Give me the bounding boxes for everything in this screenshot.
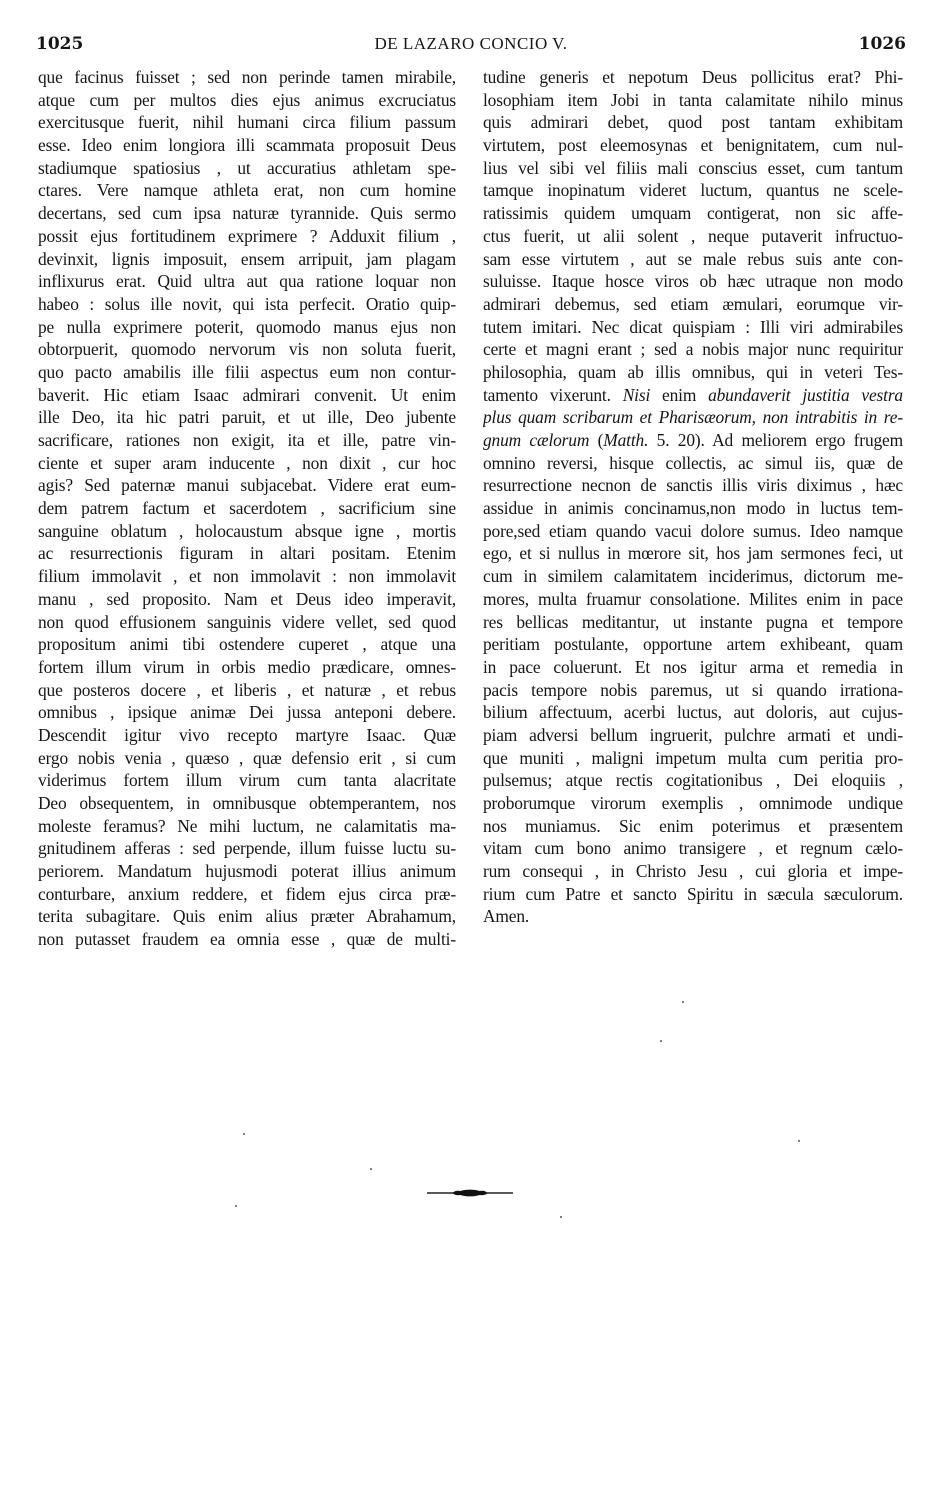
text-line: que muniti , maligni impetum multa cum peritia pro-: [483, 747, 903, 768]
text-line: admirari debemus, sed etiam æmulari, eorumque vir-: [483, 293, 903, 314]
text-line: [483, 406, 903, 429]
text-line: fortem illum virum in orbis medio prædicare, omnes-: [38, 656, 456, 677]
text-line: ciente et super aram inducente , non dixit , cur hoc: [38, 452, 456, 473]
text-line: Descendit igitur vivo recepto martyre Isaac. Quæ: [38, 724, 456, 745]
text-line: sam esse virtutem , aut se male rebus suis ante con-: [483, 248, 903, 269]
text-line: habeo : solus ille novit, qui ista perfecit. Oratio quip-: [38, 293, 456, 314]
text-line: tamento vixerunt. Nisi enim abundaverit justitia vestra: [483, 384, 903, 405]
text-line: virtutem, post eleemosynas et benignitatem, cum nul-: [483, 135, 903, 156]
text-line: Amen.: [483, 906, 530, 927]
text-line: peritiam postulante, opportune artem exhibeant, quam: [483, 634, 903, 655]
text-line: res bellicas meditantur, ut instante pugna et tempore: [483, 611, 903, 632]
text-line: rum consequi , in Christo Jesu , cui gloria et impe-: [483, 861, 903, 882]
text-line: tudine generis et nepotum Deus pollicitus erat? Phi-: [483, 67, 903, 87]
text-line: viderimus fortem illum virum cum tanta alacritate: [38, 770, 456, 791]
text-line: propositum animi tibi ostendere cuperet , atque una: [38, 634, 456, 655]
text-line: in pace coluerunt. Et nos igitur arma et remedia in: [483, 656, 903, 677]
scripture-reference: Matth.: [603, 430, 649, 450]
text-line: non quod effusionem sanguinis videre vellet, sed quod: [38, 611, 456, 632]
text-line: proborumque virorum exemplis , omnimode undique: [483, 793, 903, 813]
text-line: moleste feramus? Ne mihi luctum, ne calamitatis ma-: [38, 815, 456, 836]
text-line: possit ejus fortitudinem exprimere ? Adduxit filium ,: [38, 225, 456, 246]
text-line: ergo nobis venia , quæso , quæ defensio erit , si cum: [38, 747, 456, 768]
text-line: atque cum per multos dies ejus animus excruciatus: [38, 89, 456, 110]
text-line: assidue in animis concinamus,non modo in luctus tem-: [483, 498, 903, 519]
text-line: mores, multa fruamur consolatione. Milites enim in pace: [483, 588, 903, 609]
text-line: sacrificare, rationes non exigit, ita et ille, patre vin-: [38, 430, 456, 450]
text-line: filium immolavit , et non immolavit : non immolavit: [38, 566, 456, 587]
text-line: esse. Ideo enim longiora illi scammata proposuit Deus: [38, 135, 456, 156]
page-header: [36, 34, 906, 58]
text-line: omnibus , ipsique animæ Dei jussa anteponi debere.: [38, 702, 456, 723]
text-line: stadiumque spatiosius , ut accuratius athletam spe-: [38, 157, 456, 178]
text-line: terita subagitare. Quis enim alius præter Abrahamum,: [38, 906, 456, 927]
ink-speck: [560, 1216, 562, 1218]
text-line: devinxit, lignis imposuit, ensem arripuit, jam plagam: [38, 248, 456, 269]
text-line: pulsemus; atque rectis cogitationibus , Dei eloquiis ,: [483, 770, 903, 791]
text-line: ratissimis quidem umquam contigerat, non sic affe-: [483, 203, 903, 224]
ink-speck: [798, 1140, 800, 1142]
text-line: decertans, sed cum ipsa naturæ tyrannide. Quis sermo: [38, 203, 456, 224]
text-line: ctus fuerit, ut alii solent , neque putaverit infructuo-: [483, 225, 903, 246]
text-line: sanguine oblatum , holocaustum absque igne , mortis: [38, 520, 456, 541]
ink-speck: [243, 1133, 245, 1135]
text-line: tamque inopinatum videret luctum, quantus ne scele-: [483, 180, 903, 201]
running-title: DE LAZARO CONCIO V.: [374, 34, 568, 53]
text-line: lius vel sibi vel filiis mali conscius esset, cum tantum: [483, 157, 903, 178]
ink-speck: [682, 1001, 684, 1003]
text-line: resurrectione necnon de sanctis illis viris diximus , hæc: [483, 475, 903, 496]
text-line: baverit. Hic etiam Isaac admirari convenit. Ut enim: [38, 384, 456, 405]
text-line: ac resurrectionis figuram in altari positam. Etenim: [38, 543, 456, 564]
text-line: quis admirari debet, quod post tantam exhibitam: [483, 112, 903, 133]
page-number-left: 1025: [36, 34, 84, 54]
text-line: piam adversi bellum ingruerit, pulchre armati et undi-: [483, 724, 903, 745]
text-line: conturbare, anxium reddere, et fidem ejus circa præ-: [38, 883, 456, 904]
text-line: manu , sed proposito. Nam et Deus ideo imperavit,: [38, 588, 456, 609]
text-line: ille Deo, ita hic patri paruit, et ut ille, Deo jubente: [38, 407, 456, 428]
right-text-column: [483, 66, 903, 928]
page-number-right: 1026: [858, 34, 906, 54]
text-line: periorem. Mandatum hujusmodi poterat illius animum: [38, 861, 456, 882]
text-line: que facinus fuisset ; sed non perinde tamen mirabile,: [38, 67, 456, 87]
scripture-quote-b: plus quam scribarum et Pharisæorum, non intrabitis in re-: [483, 407, 903, 428]
quote-lead: Nisi: [610, 384, 651, 405]
text-line: dem patrem factum et sacerdotem , sacrificium sine: [38, 498, 456, 519]
text-line: gnum cælorum (Matth. 5. 20). Ad meliorem ergo frugem: [483, 430, 903, 450]
text-line: que posteros docere , et liberis , et naturæ , et rebus: [38, 679, 456, 700]
text-line: agis? Sed paternæ manui subjacebat. Videre erat eum-: [38, 475, 456, 496]
text-line: nos muniamus. Sic enim poterimus et præsentem: [483, 815, 903, 836]
text-line: suluisse. Itaque hosce viros ob hæc utraque non modo: [483, 271, 903, 292]
text-line: non putasset fraudem ea omnia esse , quæ de multi-: [38, 929, 456, 950]
text-line: quo pacto amabilis ille filii aspectus eum non contur-: [38, 361, 456, 382]
text-line: pacis tempore nobis paremus, ut si quando irrationa-: [483, 679, 903, 700]
ink-speck: [660, 1040, 662, 1042]
text-line: certe et magni erant ; sed a nobis major nunc requiritur: [483, 339, 903, 360]
text-line: rium cum Patre et sancto Spiritu in sæcula sæculorum.: [483, 883, 903, 904]
text-line: obtorpuerit, quomodo nervorum vis non soluta fuerit,: [38, 339, 456, 360]
text-line: gnitudinem afferas : sed perpende, illum fuisse luctu su-: [38, 838, 456, 859]
text-line: pe nulla exprimere poterit, quomodo manus ejus non: [38, 316, 456, 337]
text-line: losophiam item Jobi in tanta calamitate nihilo minus: [483, 89, 903, 110]
text-line: exercitusque fuerit, nihil humani circa filium passum: [38, 112, 456, 133]
text-line: ego, et si nullus in mœrore sit, hos jam sermones feci, ut: [483, 543, 903, 564]
end-ornament: [425, 1185, 515, 1201]
text-line: inflixurus erat. Quid ultra aut qua ratione loquar non: [38, 271, 456, 292]
ink-speck: [370, 1168, 372, 1170]
text-line: ctares. Vere namque athleta erat, non cum homine: [38, 180, 456, 201]
text-line: tutem imitari. Nec dicat quispiam : Illi viri admirabiles: [483, 316, 903, 337]
text-line: pore,sed etiam quando vacui dolore sumus. Ideo namque: [483, 520, 903, 541]
left-text-column: [38, 66, 456, 951]
text-line: omnino reversi, hisque collectis, ac simul iis, quæ de: [483, 452, 903, 473]
scripture-quote-a: abundaverit justitia vestra: [708, 384, 903, 405]
scripture-quote-c: gnum cælorum: [483, 430, 590, 450]
text-line: philosophia, quam ab illis omnibus, qui in veteri Tes-: [483, 361, 903, 382]
text-line: bilium affectuum, acerbi luctus, aut doloris, aut cujus-: [483, 702, 903, 723]
text-line: vitam cum bono animo transigere , et regnum cælo-: [483, 838, 903, 859]
text-line: cum in similem calamitatem inciderimus, dictorum me-: [483, 566, 903, 587]
ink-speck: [235, 1205, 237, 1207]
text-line: Deo obsequentem, in omnibusque obtemperantem, nos: [38, 793, 456, 813]
